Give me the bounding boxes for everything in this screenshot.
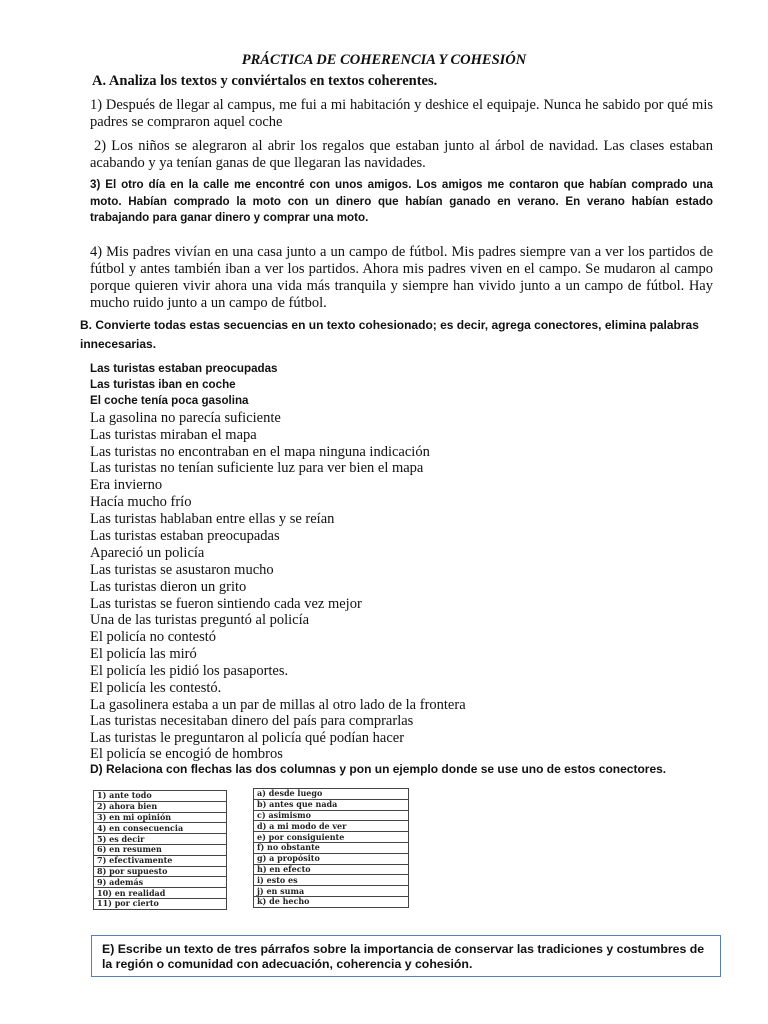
sequence-bold-line: Las turistas estaban preocupadas <box>90 362 278 375</box>
right-connector: b) antes que nada <box>254 799 409 810</box>
paragraph-4: 4) Mis padres vivían en una casa junto a un campo de fútbol. Mis padres siempre van a ver los partidos de fútbol y antes también iban a ver los partidos. Ahora mis padres viven en el campo. Se mudaron al campo porque quieren vivir ahora una vida más tranquila y siempre han vivido junto a un campo de fútbol. Hay mucho ruido junto a un campo de fútbol. <box>90 244 713 311</box>
sequence-bold-line: El coche tenía poca gasolina <box>90 394 249 407</box>
paragraph-1: 1) Después de llegar al campus, me fui a mi habitación y deshice el equipaje. Nunca he sabido por qué mis padres se compraron aquel coche <box>90 97 713 130</box>
left-connector: 2) ahora bien <box>94 801 227 812</box>
section-b-heading: B. Convierte todas estas secuencias en un texto cohesionado; es decir, agrega conectores, elimina palabras innecesarias. <box>80 318 699 351</box>
left-connector: 8) por supuesto <box>94 866 227 877</box>
left-connector: 6) en resumen <box>94 844 227 855</box>
section-e-box <box>91 935 721 977</box>
sequence-line: Las turistas hablaban entre ellas y se reían <box>90 511 335 527</box>
sequence-line: La gasolinera estaba a un par de millas al otro lado de la frontera <box>90 697 466 713</box>
sequence-line: Las turistas dieron un grito <box>90 579 247 595</box>
sequence-line: Apareció un policía <box>90 545 205 561</box>
sequence-line: Las turistas miraban el mapa <box>90 427 257 443</box>
right-connector: a) desde luego <box>254 789 409 800</box>
sequence-line: La gasolina no parecía suficiente <box>90 410 281 426</box>
right-connector: c) asimismo <box>254 810 409 821</box>
left-connector: 1) ante todo <box>94 791 227 802</box>
sequence-line: El policía les contestó. <box>90 680 222 696</box>
right-connector: f) no obstante <box>254 842 409 853</box>
section-a-heading: A. Analiza los textos y conviértalos en textos coherentes. <box>92 73 438 89</box>
page-title: PRÁCTICA DE COHERENCIA Y COHESIÓN <box>241 52 527 68</box>
connectors-right-column <box>253 788 409 908</box>
left-connector: 3) en mi opinión <box>94 812 227 823</box>
left-connector: 7) efectivamente <box>94 855 227 866</box>
left-connector: 5) es decir <box>94 834 227 845</box>
paragraph-2: 2) Los niños se alegraron al abrir los regalos que estaban junto al árbol de navidad. Las clases estaban acabando y ya tenían ganas de que llegaran las navidades. <box>90 138 713 171</box>
sequence-line: El policía no contestó <box>90 629 217 645</box>
section-e-text: E) Escribe un texto de tres párrafos sobre la importancia de conservar las tradiciones y costumbres de la región o comunidad con adecuación, coherencia y cohesión. <box>102 942 705 971</box>
sequence-line: Hacía mucho frío <box>90 494 192 510</box>
sequence-line: Las turistas se fueron sintiendo cada vez mejor <box>90 596 362 612</box>
sequence-bold-line: Las turistas iban en coche <box>90 378 236 391</box>
left-connector: 9) además <box>94 877 227 888</box>
right-connector: e) por consiguiente <box>254 832 409 843</box>
left-connector: 10) en realidad <box>94 888 227 899</box>
left-connector: 4) en consecuencia <box>94 823 227 834</box>
connectors-left-column <box>93 790 227 910</box>
sequence-line: Las turistas necesitaban dinero del país para comprarlas <box>90 713 414 729</box>
sequence-line: Era invierno <box>90 477 163 493</box>
sequence-line: El policía las miró <box>90 646 197 662</box>
sequence-line: Una de las turistas preguntó al policía <box>90 612 310 628</box>
sequence-line: Las turistas le preguntaron al policía qué podían hacer <box>90 730 405 746</box>
paragraph-3: 3) El otro día en la calle me encontré con unos amigos. Los amigos me contaron que habían comprado una moto. Habían comprado la moto con un dinero que habían ganado en verano. En verano habían estado trabajando para ganar dinero y comprar una moto. <box>90 178 713 224</box>
section-d-heading: D) Relaciona con flechas las dos columnas y pon un ejemplo donde se use uno de estos conectores. <box>90 762 667 776</box>
right-connector: g) a propósito <box>254 853 409 864</box>
left-connector: 11) por cierto <box>94 898 227 909</box>
sequence-line: Las turistas estaban preocupadas <box>90 528 280 544</box>
right-connector: k) de hecho <box>254 896 409 907</box>
right-connector: j) en suma <box>254 886 409 897</box>
sequence-line: Las turistas se asustaron mucho <box>90 562 274 578</box>
right-connector: d) a mi modo de ver <box>254 821 409 832</box>
sequence-line: Las turistas no encontraban en el mapa ninguna indicación <box>90 444 430 460</box>
sequence-line: Las turistas no tenían suficiente luz para ver bien el mapa <box>90 460 424 476</box>
sequence-line: El policía les pidió los pasaportes. <box>90 663 289 679</box>
right-connector: i) esto es <box>254 875 409 886</box>
sequence-line: El policía se encogió de hombros <box>90 746 283 762</box>
right-connector: h) en efecto <box>254 864 409 875</box>
